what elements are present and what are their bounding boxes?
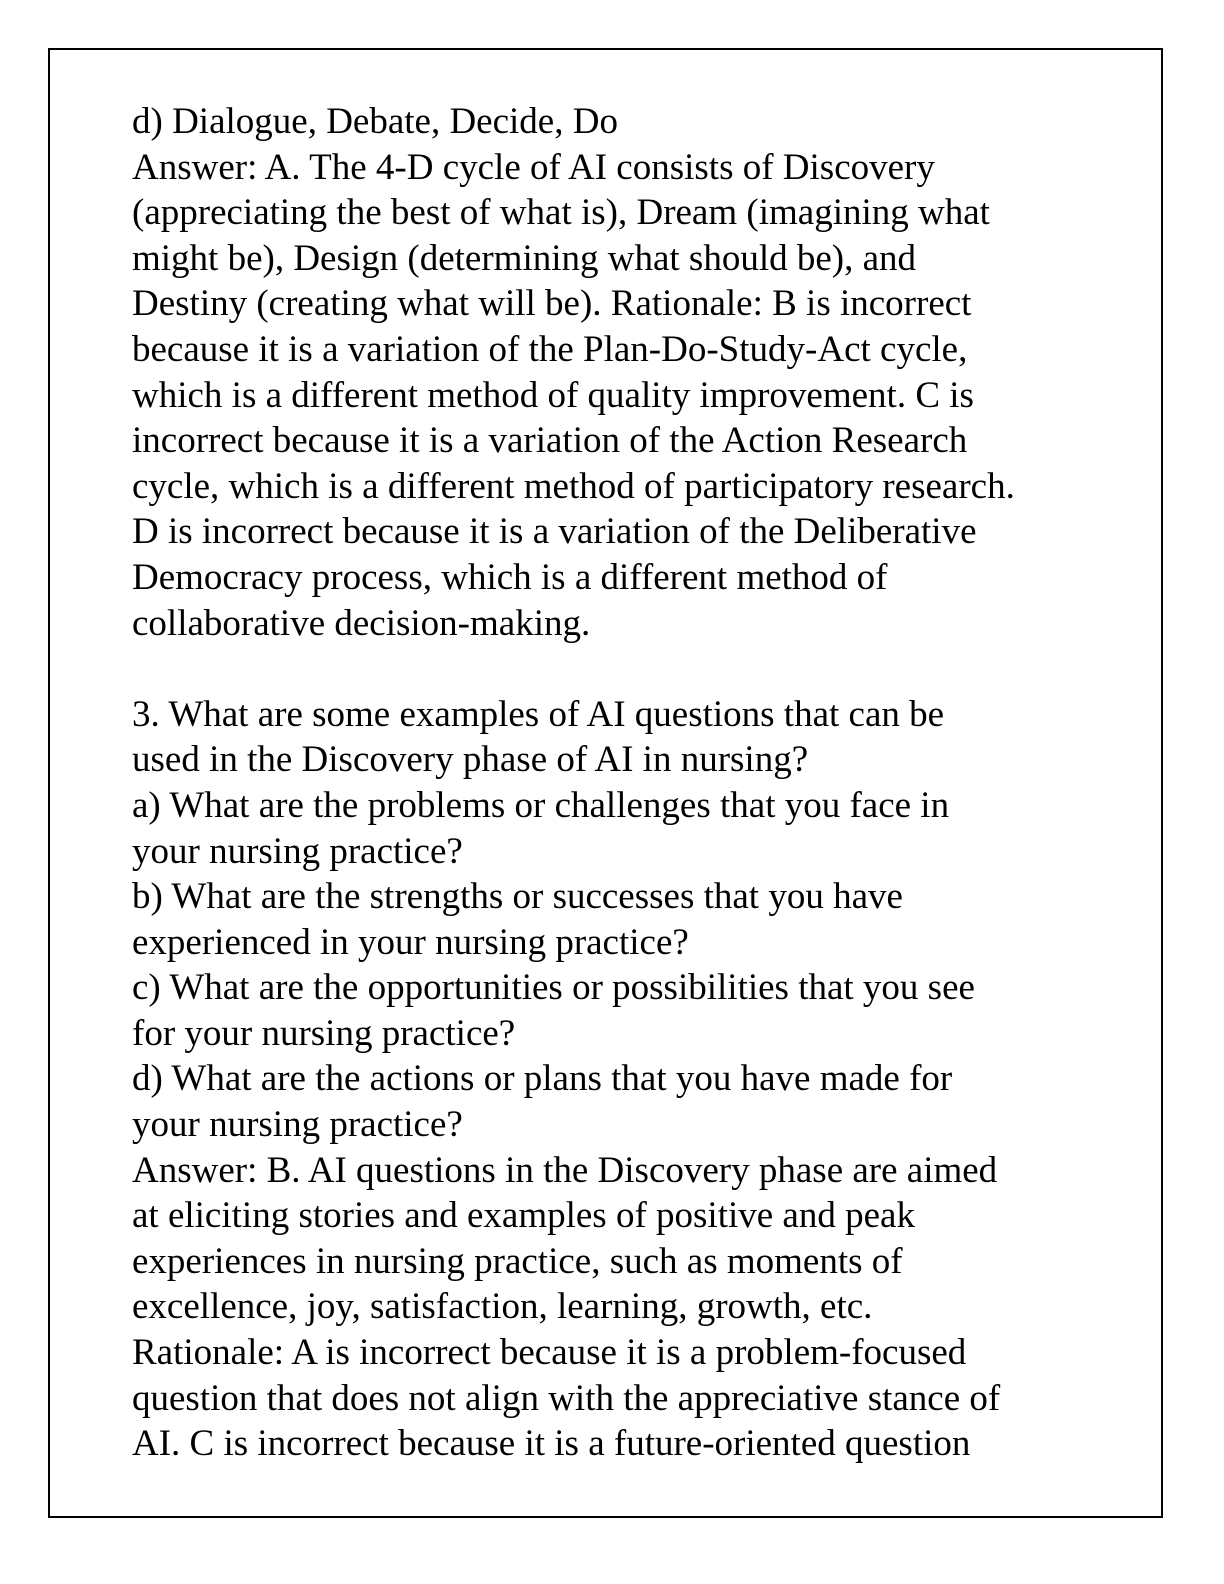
question-title: 3. What are some examples of AI questions that can be: [132, 693, 945, 735]
answer-text: experiences in nursing practice, such as moments of: [132, 1240, 903, 1282]
option-a: a) What are the problems or challenges that you face in: [132, 784, 950, 826]
blank-line: [132, 646, 1122, 692]
option-d: d) What are the actions or plans that you have made for: [132, 1058, 953, 1100]
text-line: cycle, which is a different method of participatory research.: [132, 465, 1015, 507]
answer-text: excellence, joy, satisfaction, learning, growth, etc.: [132, 1286, 873, 1328]
text-line: d) Dialogue, Debate, Decide, Do: [132, 101, 618, 142]
text-line: because it is a variation of the Plan-Do-Study-Act cycle,: [132, 328, 968, 370]
text-line: might be), Design (determining what should be), and: [132, 237, 917, 279]
text-line: D is incorrect because it is a variation of the Deliberative: [132, 511, 977, 553]
question-title: used in the Discovery phase of AI in nursing?: [132, 739, 809, 781]
rationale-text: AI. C is incorrect because it is a future-oriented question: [132, 1423, 971, 1465]
text-line: incorrect because it is a variation of the Action Research: [132, 420, 968, 462]
text-line: collaborative decision-making.: [132, 602, 591, 644]
text-line: which is a different method of quality improvement. C is: [132, 374, 974, 416]
text-line: (appreciating the best of what is), Dream (imagining what: [132, 192, 990, 234]
rationale-text: question that does not align with the appreciative stance of: [132, 1377, 1001, 1419]
text-line: Destiny (creating what will be). Rationale: B is incorrect: [132, 283, 972, 325]
option-b: b) What are the strengths or successes that you have: [132, 876, 903, 918]
document-text: [132, 99, 1122, 1467]
rationale-text: Rationale: A is incorrect because it is a problem-focused: [132, 1332, 967, 1374]
text-line: Democracy process, which is a different method of: [132, 556, 888, 598]
option-b: experienced in your nursing practice?: [132, 921, 689, 963]
text-line: Answer: A. The 4-D cycle of AI consists of Discovery: [132, 146, 935, 188]
option-c: for your nursing practice?: [132, 1012, 516, 1054]
option-d: your nursing practice?: [132, 1104, 463, 1146]
option-a: your nursing practice?: [132, 830, 463, 872]
answer-text: at eliciting stories and examples of positive and peak: [132, 1195, 915, 1237]
option-c: c) What are the opportunities or possibilities that you see: [132, 967, 975, 1009]
answer-text: Answer: B. AI questions in the Discovery phase are aimed: [132, 1149, 998, 1191]
